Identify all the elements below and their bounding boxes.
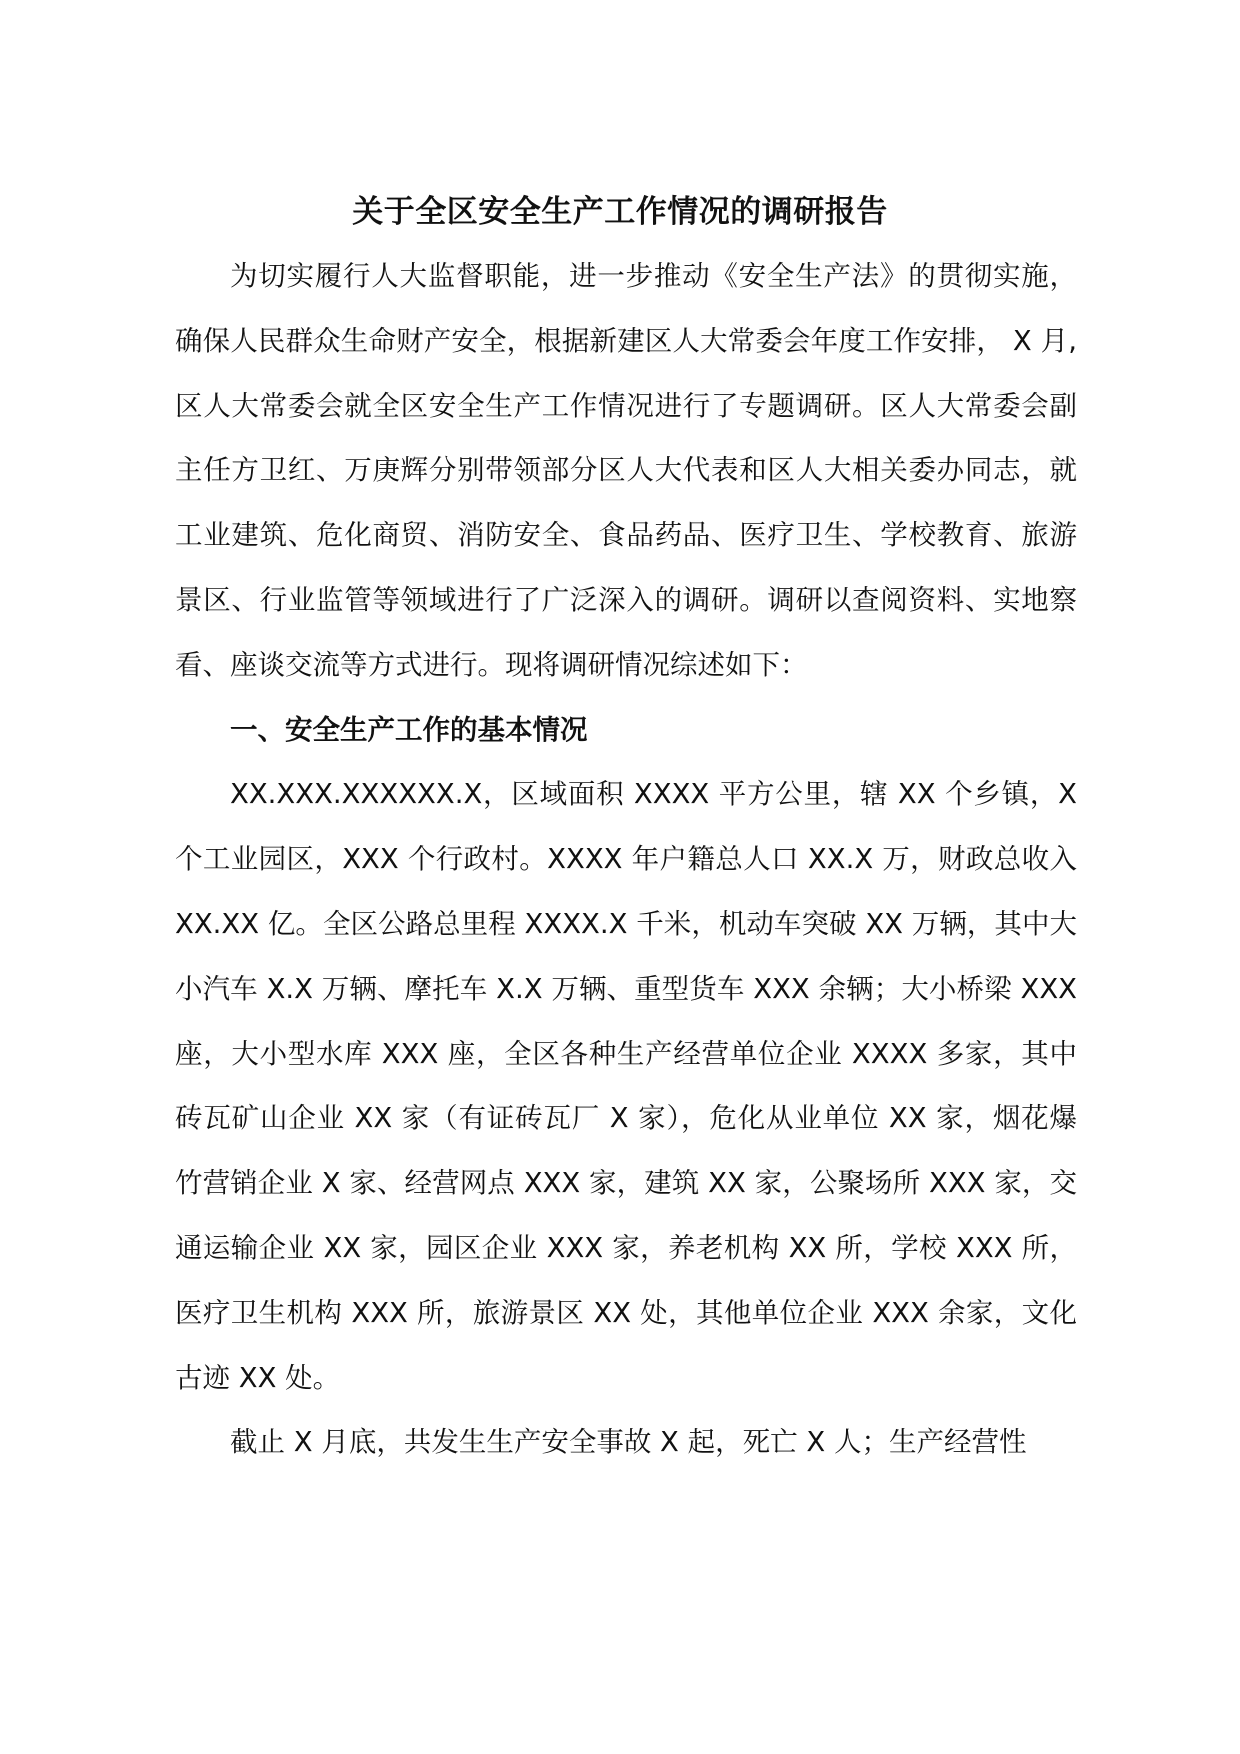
accident-paragraph: 截止 X 月底，共发生生产安全事故 X 起，死亡 X 人；生产经营性: [230, 1426, 1027, 1459]
section-heading: 一、安全生产工作的基本情况: [230, 713, 588, 746]
intro-paragraph: 为切实履行人大监督职能，进一步推动《安全生产法》的贯彻实施，确保人民群众生命财产安全，根据新建区人大常委会年度工作安排， X 月, 区人大常委会就全区安全生产工作情况进行了专题调研。区人大常委会副主任方卫红、万庚辉分别带领部分区人大代表和区人大相关委办同志，就工业建筑、危化商贸、消防安全、食品药品、医疗卫生、学校教育、旅游景区、行业监管等领域进行了广泛深入的调研。调研以查阅资料、实地察看、座谈交流等方式进行。现将调研情况综述如下：: [175, 260, 1077, 681]
document-title: 关于全区安全生产工作情况的调研报告: [352, 194, 888, 230]
basic-info-paragraph: XX.XXX.XXXXXX.X，区域面积 XXXX 平方公里，辖 XX 个乡镇，X 个工业园区，XXX 个行政村。XXXX 年户籍总人口 XX.X 万，财政总收入 XX.XX 亿。全区公路总里程 XXXX.X 千米，机动车突破 XX 万辆，其中大小汽车 X.X 万辆、摩托车 X.X 万辆、重型货车 XXX 余辆；大小桥梁 XXX 座，大小型水库 XXX 座，全区各种生产经营单位企业 XXXX 多家，其中砖瓦矿山企业 XX 家（有证砖瓦厂 X 家），危化从业单位 XX 家，烟花爆竹营销企业 X 家、经营网点 XXX 家，建筑 XX 家，公聚场所 XXX 家，交通运输企业 XX 家，园区企业 XXX 家，养老机构 XX 所，学校 XXX 所，医疗卫生机构 XXX 所，旅游景区 XX 处，其他单位企业 XXX 余家，文化古迹 XX 处。: [175, 778, 1077, 1394]
document-body: [175, 244, 1077, 1475]
